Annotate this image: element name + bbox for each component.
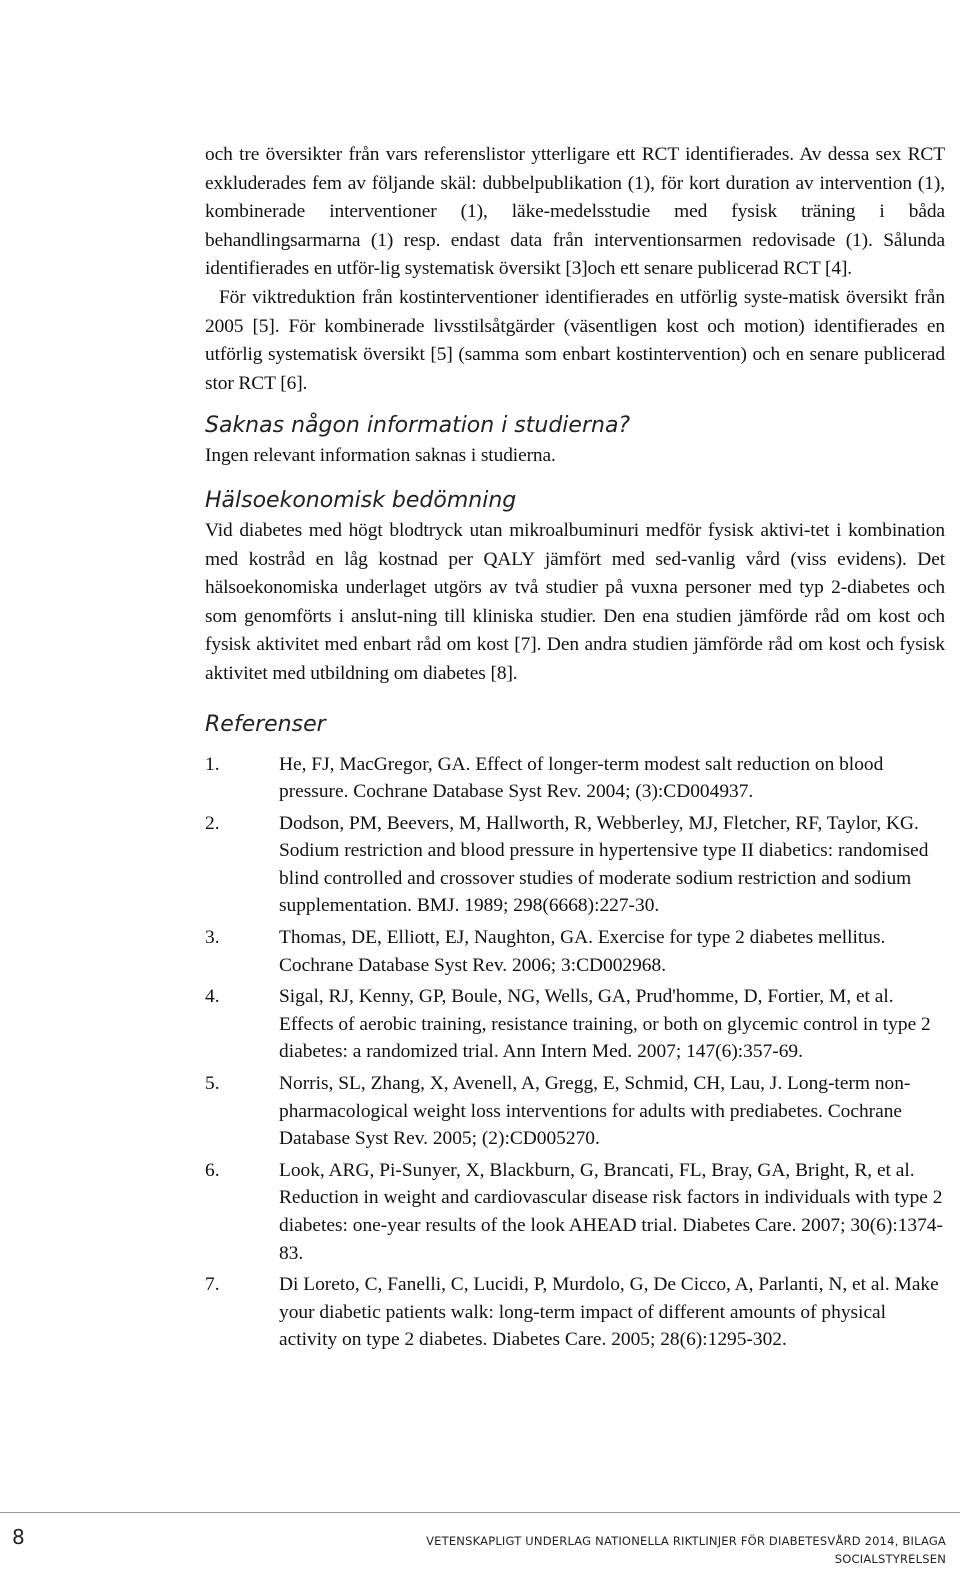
footer-title: VETENSKAPLIGT UNDERLAG NATIONELLA RIKTLINJER FÖR DIABETESVÅRD 2014, BILAGA xyxy=(426,1534,946,1548)
page-number: 8 xyxy=(12,1525,25,1549)
reference-number: 3. xyxy=(205,927,220,949)
reference-text: Sigal, RJ, Kenny, GP, Boule, NG, Wells, GA, Prud'homme, D, Fortier, M, et al. Effects of aerobic training, resistance training, or both on glycemic control in type 2 diabetes: a randomized trial. Ann Intern Med. 2007; 147(6):357-69. xyxy=(279,986,931,1063)
paragraph-missing-information: Ingen relevant information saknas i studierna. xyxy=(205,445,556,467)
reference-item xyxy=(205,924,945,979)
paragraph-health-economics: Vid diabetes med högt blodtryck utan mikroalbuminuri medför fysisk aktivi-tet i kombination med kostråd en låg kostnad per QALY jämfört med sed-vanlig vård (viss evidens). Det hälsoekonomiska underlaget utgörs av två studier på vuxna personer med typ 2-diabetes och som genomförts i anslut-ning till kliniska studier. Den ena studien jämförde råd om kost och fysisk aktivitet med enbart råd om kost [7]. Den andra studien jämförde råd om kost och fysisk aktivitet med utbildning om diabetes [8]. xyxy=(205,519,945,684)
paragraph-weight-reduction: För viktreduktion från kostinterventioner identifierades en utförlig syste-matisk översikt från 2005 [5]. För kombinerade livsstilsåtgärder (väsentligen kost och motion) identifierades en utförlig systematisk översikt [5] (samma som enbart kostintervention) och en senare publicerad stor RCT [6]. xyxy=(205,286,945,394)
heading-references: Referenser xyxy=(205,711,326,737)
heading-missing-information: Saknas någon information i studierna? xyxy=(205,413,631,439)
reference-text: Dodson, PM, Beevers, M, Hallworth, R, Webberley, MJ, Fletcher, RF, Taylor, KG. Sodium restriction and blood pressure in hypertensive type II diabetics: randomised blind controlled and crossover studies of moderate sodium restriction and sodium supplementation. BMJ. 1989; 298(6668):227-30. xyxy=(279,812,929,917)
reference-item xyxy=(205,751,945,806)
reference-number: 1. xyxy=(205,753,220,775)
footer-divider xyxy=(0,1512,960,1513)
reference-number: 2. xyxy=(205,812,220,834)
footer-publisher: SOCIALSTYRELSEN xyxy=(834,1552,946,1566)
reference-text: He, FJ, MacGregor, GA. Effect of longer-term modest salt reduction on blood pressure. Cochrane Database Syst Rev. 2004; (3):CD004937. xyxy=(279,753,884,803)
reference-list xyxy=(205,751,945,1354)
reference-item xyxy=(205,983,945,1066)
reference-item xyxy=(205,1271,945,1354)
reference-number: 6. xyxy=(205,1159,220,1181)
reference-number: 7. xyxy=(205,1274,220,1296)
reference-number: 5. xyxy=(205,1073,220,1095)
reference-item xyxy=(205,1157,945,1267)
footer-publication-info xyxy=(426,1532,946,1568)
reference-number: 4. xyxy=(205,986,220,1008)
reference-item xyxy=(205,810,945,920)
reference-text: Di Loreto, C, Fanelli, C, Lucidi, P, Murdolo, G, De Cicco, A, Parlanti, N, et al. Make your diabetic patients walk: long-term impact of different amounts of physical activity on type 2 diabetes. Diabetes Care. 2005; 28(6):1295-302. xyxy=(279,1274,939,1351)
reference-text: Look, ARG, Pi-Sunyer, X, Blackburn, G, Brancati, FL, Bray, GA, Bright, R, et al. Reduction in weight and cardiovascular disease risk factors in individuals with type 2 diabetes: one-year results of the look AHEAD trial. Diabetes Care. 2007; 30(6):1374-83. xyxy=(279,1159,943,1264)
main-content xyxy=(205,141,945,1358)
reference-text: Thomas, DE, Elliott, EJ, Naughton, GA. Exercise for type 2 diabetes mellitus. Cochrane Database Syst Rev. 2006; 3:CD002968. xyxy=(279,927,886,976)
reference-item xyxy=(205,1070,945,1153)
reference-text: Norris, SL, Zhang, X, Avenell, A, Gregg, E, Schmid, CH, Lau, J. Long-term non-pharmacological weight loss interventions for adults with prediabetes. Cochrane Database Syst Rev. 2005; (2):CD005270. xyxy=(279,1073,911,1150)
heading-health-economics: Hälsoekonomisk bedömning xyxy=(205,487,517,513)
paragraph-study-selection: och tre översikter från vars referenslistor ytterligare ett RCT identifierades. Av dessa sex RCT exkluderades fem av följande skäl: dubbelpublikation (1), för kort duration av intervention (1), kombinerade interventioner (1), läke-medelsstudie med fysisk träning i båda behandlingsarmarna (1) resp. endast data från interventionsarmen redovisade (1). Sålunda identifierades en utför-lig systematisk översikt [3]och ett senare publicerad RCT [4]. xyxy=(205,144,945,280)
